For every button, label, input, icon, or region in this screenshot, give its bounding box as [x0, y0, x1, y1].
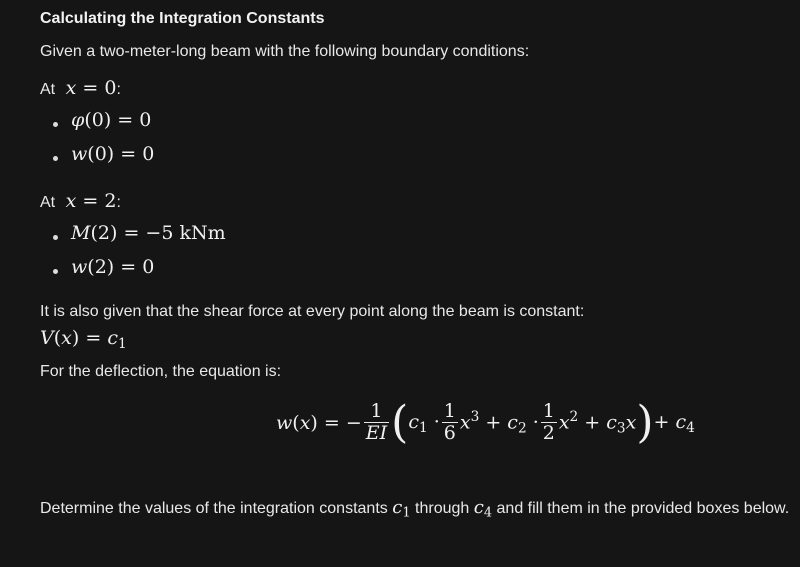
frac-one-sixth: $\frac{1}{6}$	[443, 399, 456, 444]
right-paren: )	[636, 397, 654, 448]
x-equals-math: x = 0	[59, 77, 117, 99]
shear-rhs: c	[107, 327, 118, 349]
intro-text: Given a two-meter-long beam with the following boundary conditions:	[40, 43, 530, 60]
at-label: At	[40, 194, 56, 211]
frac-one-over-ei: $\frac{1}{EI}$	[365, 399, 388, 444]
bullet-dot	[53, 156, 58, 161]
deflection-equation: w(x) = − $\frac{1}{EI}$ ( $c_1$ · $\frac{1}{6}$ $x^3 + c_2$ · $\frac{1}{2}$ $x^2 + c_3x$ ) + $c_4$	[276, 397, 695, 448]
deflection-text: For the deflection, the equation is:	[40, 363, 282, 380]
bc-rhs: 0	[139, 109, 152, 131]
shear-text: It is also given that the shear force at every point along the beam is constant:	[40, 303, 585, 320]
bc-arg: 2	[97, 222, 110, 244]
shear-equation: $V(x) = c_1$	[40, 327, 127, 352]
shear-arg: x	[61, 327, 72, 349]
left-paren: (	[391, 397, 409, 448]
bc-rhs: 0	[142, 143, 155, 165]
bc-lhs: φ	[71, 109, 85, 131]
bc-arg: 2	[94, 256, 107, 278]
task-text: Determine the values of the integration constants $c_1$ through $c_4$ and fill them in the provided boxes below.	[40, 497, 790, 521]
bullet-dot	[53, 235, 58, 240]
at-value: 0	[104, 77, 117, 99]
bullet-dot	[53, 269, 58, 274]
bc-arg: 0	[94, 143, 107, 165]
at-value: 2	[104, 190, 117, 212]
bc-arg: 0	[91, 109, 104, 131]
bc-w2-equation: w(2) = 0	[71, 256, 155, 278]
shear-lhs: V	[40, 327, 54, 349]
bc-lhs: w	[71, 256, 88, 278]
bc-lhs: M	[71, 222, 91, 244]
frac-one-half: $\frac{1}{2}$	[542, 399, 555, 444]
bc-phi0-equation: φ(0) = 0	[71, 109, 152, 131]
bc-w0-equation: w(0) = 0	[71, 143, 155, 165]
bc-heading-x0: At x = 0:	[40, 77, 121, 99]
x-equals-math: x = 2	[59, 190, 117, 212]
bc-rhs: −5 kNm	[145, 222, 226, 244]
bc-heading-x2: At x = 2:	[40, 190, 121, 212]
bullet-dot	[53, 122, 58, 127]
bc-rhs: 0	[142, 256, 155, 278]
at-label: At	[40, 81, 56, 98]
bc-M2-equation: M(2) = −5 kNm	[71, 222, 226, 244]
bc-lhs: w	[71, 143, 88, 165]
section-title: Calculating the Integration Constants	[40, 10, 325, 27]
